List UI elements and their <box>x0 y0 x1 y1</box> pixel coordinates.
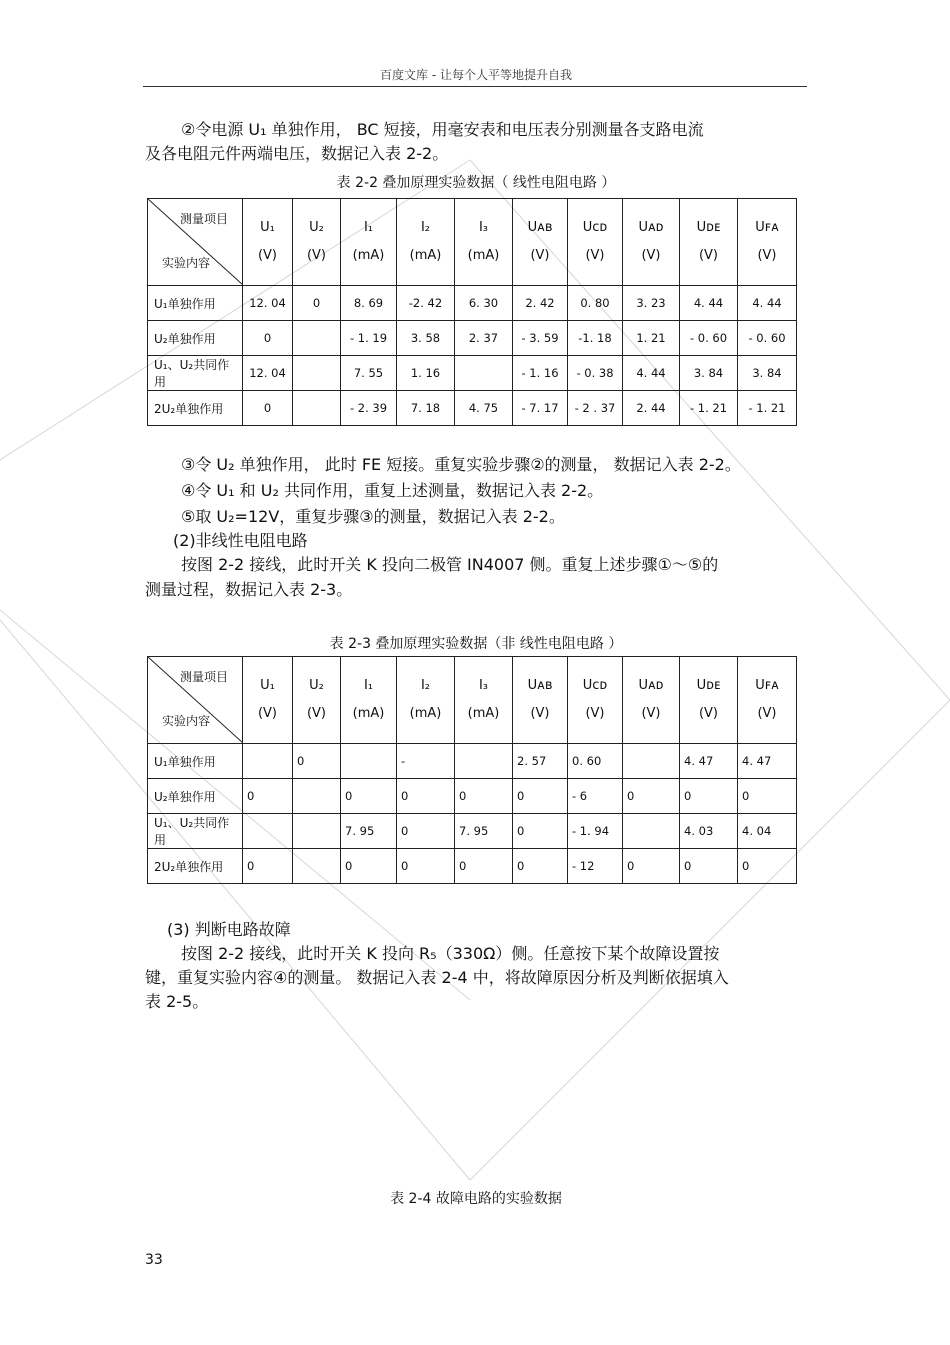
column-header: Uᴅᴇ (V) <box>680 199 738 286</box>
paragraph-step3: ③令 U₂ 单独作用， 此时 FE 短接。重复实验步骤②的测量， 数据记入表 2-2。 <box>181 455 741 474</box>
corner-top-label: 测量项目 <box>179 212 228 226</box>
paragraph-line: 及各电阻元件两端电压，数据记入表 2-2。 <box>145 144 449 163</box>
table-row: U₁、U₂共同作用 7. 95 0 7. 95 0 - 1. 94 4. 03 4. 04 <box>148 814 797 849</box>
column-header: Uᴄᴅ (V) <box>568 199 623 286</box>
column-header: Uᴀᴅ (V) <box>623 199 680 286</box>
corner-bottom-label: 实验内容 <box>162 256 211 270</box>
page-header: 百度文库 - 让每个人平等地提升自我 <box>380 68 572 82</box>
paragraph-step5: ⑤取 U₂=12V，重复步骤③的测量，数据记入表 2-2。 <box>181 507 565 526</box>
header-rule <box>143 86 807 87</box>
section-heading-nonlinear: (2)非线性电阻电路 <box>173 531 308 550</box>
paragraph-step2 <box>145 118 807 142</box>
page-number: 33 <box>145 1252 163 1268</box>
column-header: I₂ (mA) <box>397 199 455 286</box>
table-2-2 <box>147 198 797 426</box>
column-header: Uᴀʙ (V) <box>513 657 568 744</box>
paragraph-line: ②令电源 U₁ 单独作用， BC 短接，用毫安表和电压表分别测量各支路电流 <box>181 120 704 139</box>
column-header: I₂ (mA) <box>397 657 455 744</box>
table-row: U₁单独作用 0 - 2. 57 0. 60 4. 47 4. 47 <box>148 744 797 779</box>
column-header: Uᴄᴅ (V) <box>568 657 623 744</box>
paragraph-nonlinear: 按图 2-2 接线，此时开关 K 投向二极管 IN4007 侧。重复上述步骤①～⑤的 <box>181 555 719 574</box>
section-heading-fault: (3) 判断电路故障 <box>167 920 291 939</box>
paragraph-nonlinear-cont: 测量过程，数据记入表 2-3。 <box>145 580 353 599</box>
table-row: 2U₂单独作用 0 - 2. 39 7. 18 4. 75 - 7. 17 - 2 . 37 2. 44 - 1. 21 - 1. 21 <box>148 391 797 426</box>
paragraph-step4: ④令 U₁ 和 U₂ 共同作用，重复上述测量，数据记入表 2-2。 <box>181 481 604 500</box>
table-2-4-caption: 表 2-4 故障电路的实验数据 <box>390 1191 562 1207</box>
column-header: Uᴀᴅ (V) <box>623 657 680 744</box>
column-header: Uꜰᴀ (V) <box>738 657 797 744</box>
column-header: I₁ (mA) <box>341 199 397 286</box>
column-header: Uᴅᴇ (V) <box>680 657 738 744</box>
table-row: 2U₂单独作用 0 0 0 0 0 - 12 0 0 0 <box>148 849 797 884</box>
column-header: I₃ (mA) <box>455 657 513 744</box>
paragraph-fault: 按图 2-2 接线，此时开关 K 投向 R₅（330Ω）侧。任意按下某个故障设置按 <box>181 944 720 963</box>
corner-bottom-label: 实验内容 <box>162 714 211 728</box>
paragraph-fault-cont: 键，重复实验内容④的测量。 数据记入表 2-4 中，将故障原因分析及判断依据填入 <box>145 968 729 987</box>
column-header: I₃ (mA) <box>455 199 513 286</box>
column-header: I₁ (mA) <box>341 657 397 744</box>
column-header: U₂ (V) <box>293 657 341 744</box>
column-header: U₂ (V) <box>293 199 341 286</box>
table-row: U₂单独作用 0 - 1. 19 3. 58 2. 37 - 3. 59 -1. 18 1. 21 - 0. 60 - 0. 60 <box>148 321 797 356</box>
paragraph-step2-cont <box>145 142 807 166</box>
table-2-3 <box>147 656 797 884</box>
paragraph-fault-cont2: 表 2-5。 <box>145 992 209 1011</box>
table-row: U₂单独作用 0 0 0 0 0 - 6 0 0 0 <box>148 779 797 814</box>
table-row: U₁单独作用 12. 04 0 8. 69 -2. 42 6. 30 2. 42 0. 80 3. 23 4. 44 4. 44 <box>148 286 797 321</box>
column-header: Uᴀʙ (V) <box>513 199 568 286</box>
column-header: Uꜰᴀ (V) <box>738 199 797 286</box>
table-corner-cell <box>148 199 243 286</box>
corner-top-label: 测量项目 <box>179 670 228 684</box>
table-2-2-caption: 表 2-2 叠加原理实验数据（ 线性电阻电路 ） <box>336 175 616 191</box>
table-row: U₁、U₂共同作用 12. 04 7. 55 1. 16 - 1. 16 - 0. 38 4. 44 3. 84 3. 84 <box>148 356 797 391</box>
table-corner-cell <box>148 657 243 744</box>
column-header: U₁ (V) <box>243 657 293 744</box>
table-2-3-caption: 表 2-3 叠加原理实验数据（非 线性电阻电路 ） <box>329 636 623 652</box>
column-header: U₁ (V) <box>243 199 293 286</box>
